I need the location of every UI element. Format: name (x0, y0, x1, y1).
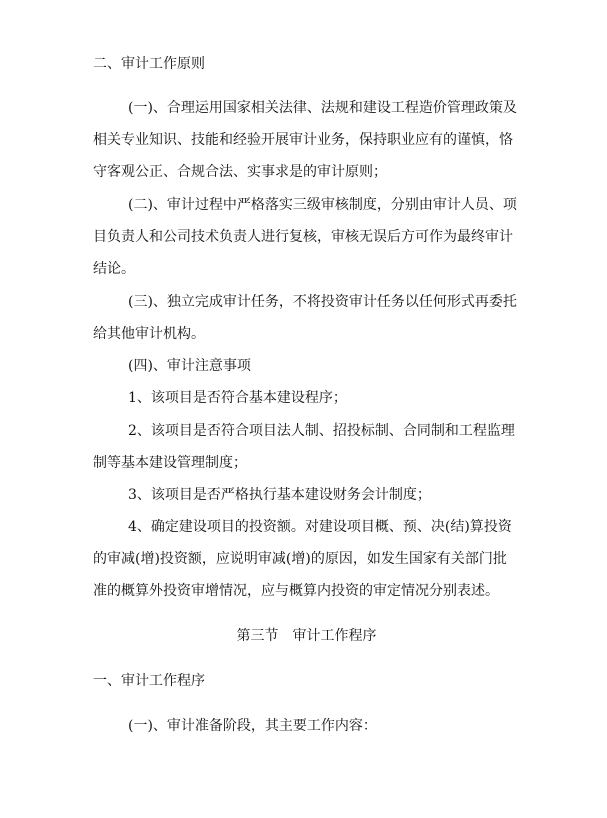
paragraph-line: 给其他审计机构。 (93, 326, 205, 342)
paragraph-line: (三)、独立完成审计任务，不将投资审计任务以任何形式再委托 (128, 294, 517, 310)
paragraph-line: (二)、审计过程中严格落实三级审核制度，分别由审计人员、项 (128, 197, 517, 213)
paragraph-line: 结论。 (93, 261, 135, 277)
paragraph-line: 相关专业知识、技能和经验开展审计业务，保持职业应有的谨慎，恪 (93, 132, 513, 148)
list-item: 4、确定建设项目的投资额。对建设项目概、预、决(结)算投资 (128, 519, 512, 535)
paragraph-line: (一)、合理运用国家相关法律、法规和建设工程造价管理政策及 (128, 100, 517, 116)
subheading-notes: (四)、审计注意事项 (128, 358, 251, 374)
list-item: 3、该项目是否严格执行基本建设财务会计制度； (128, 487, 431, 503)
section-heading-principles: 二、审计工作原则 (93, 56, 205, 72)
list-item-continuation: 制等基本建设管理制度； (93, 455, 247, 471)
list-item: 2、该项目是否符合项目法人制、招投标制、合同制和工程监理 (128, 423, 515, 439)
list-item-continuation: 的审减(增)投资额，应说明审减(增)的原因，如发生国家有关部门批 (93, 551, 507, 567)
section-heading-procedure: 一、审计工作程序 (93, 673, 205, 689)
list-item-continuation: 准的概算外投资审增情况，应与概算内投资的审定情况分别表述。 (93, 583, 499, 599)
section-title: 第三节 审计工作程序 (236, 628, 377, 644)
paragraph-line: (一)、审计准备阶段，其主要工作内容： (128, 718, 377, 734)
list-item: 1、该项目是否符合基本建设程序； (128, 390, 347, 406)
paragraph-line: 守客观公正、合规合法、实事求是的审计原则； (93, 164, 387, 180)
paragraph-line: 目负责人和公司技术负责人进行复核，审核无误后方可作为最终审计 (93, 229, 513, 245)
